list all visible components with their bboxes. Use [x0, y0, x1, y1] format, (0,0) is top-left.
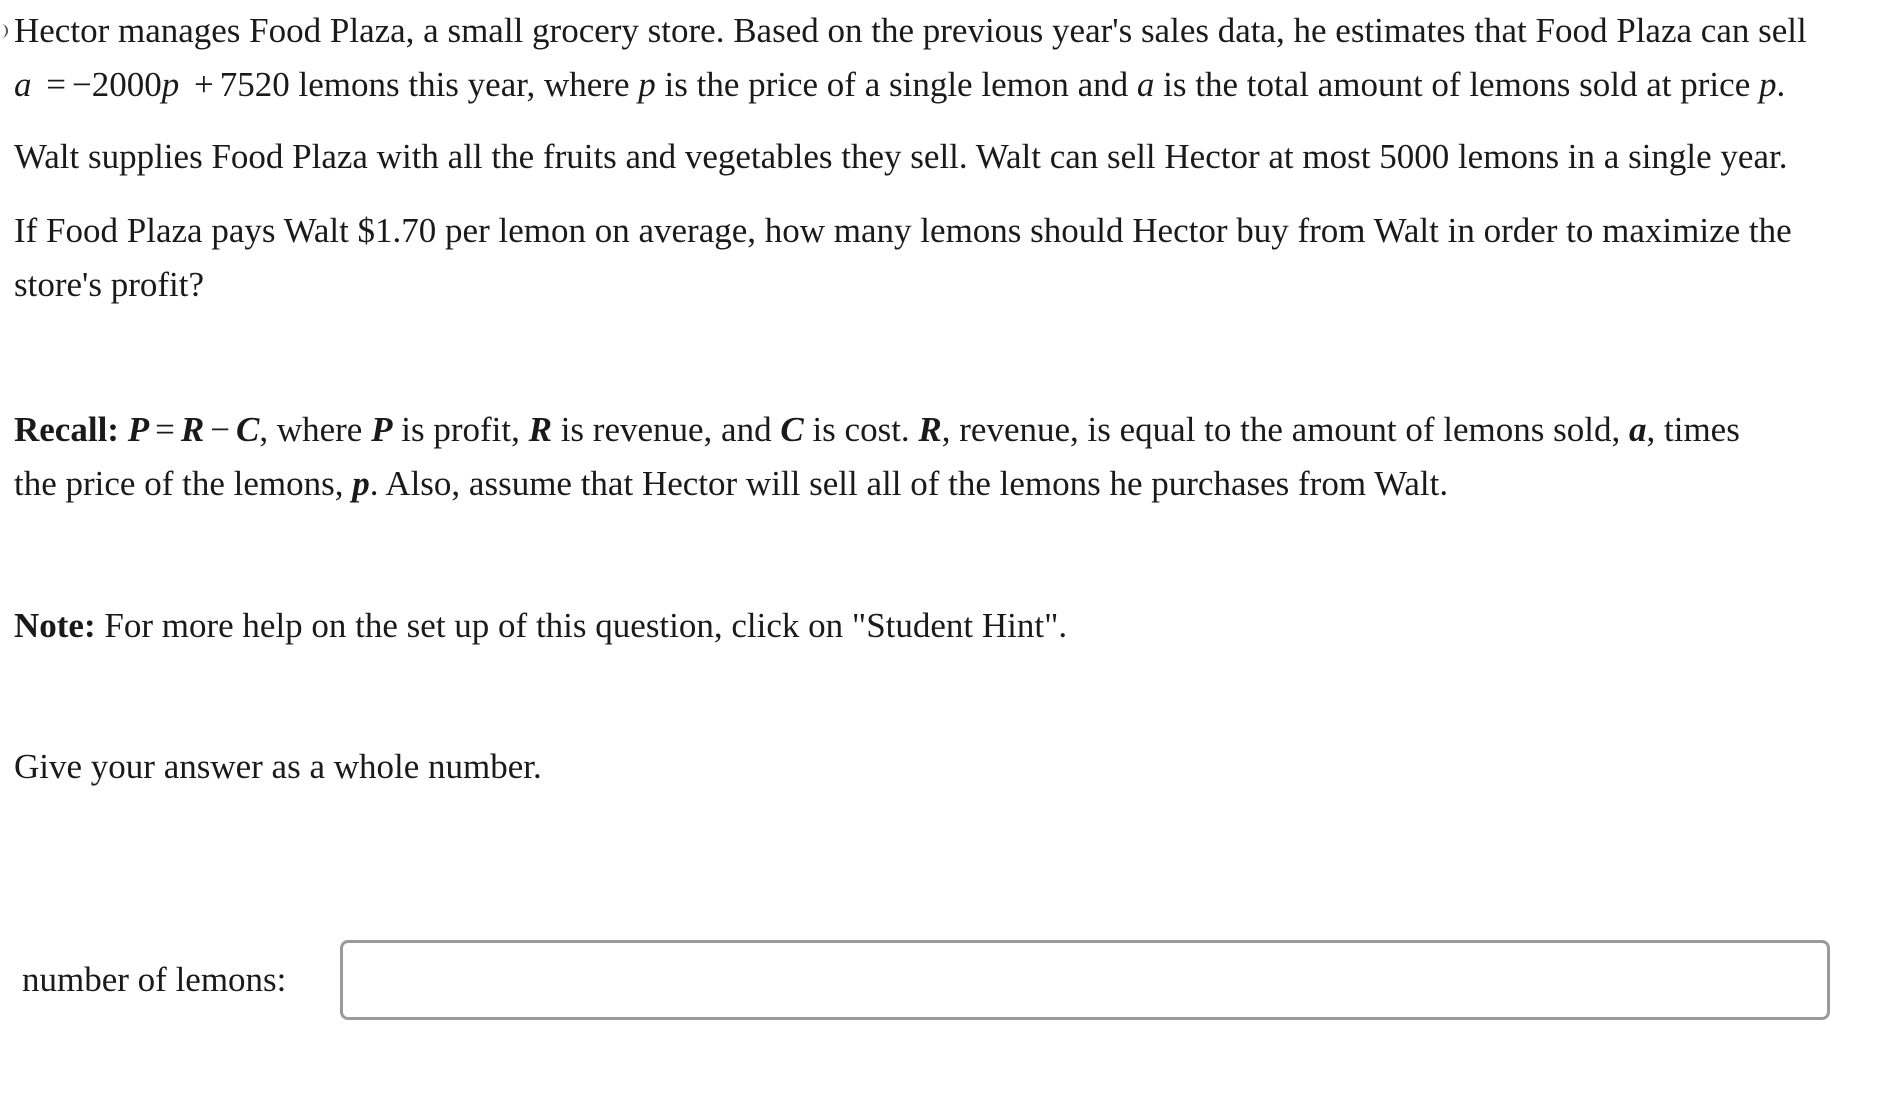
answer-instruction: Give your answer as a whole number.	[14, 747, 542, 786]
problem-paragraph-1	[14, 4, 1807, 112]
text-run: lemons this year, where	[298, 65, 630, 104]
math-num: 7520	[219, 65, 290, 104]
math-op: +	[194, 65, 214, 104]
problem-line	[14, 457, 1740, 511]
math-num: −2000	[72, 65, 162, 104]
text-run: , revenue, is equal to the amount of lemons sold,	[941, 410, 1621, 449]
text-run: , times	[1646, 410, 1740, 449]
problem-line	[14, 403, 1740, 457]
problem-line: store's profit?	[14, 265, 205, 304]
number-of-lemons-input[interactable]	[340, 940, 1830, 1020]
problem-line: If Food Plaza pays Walt $1.70 per lemon on average, how many lemons should Hector buy from Walt in order to maximize the	[14, 211, 1792, 250]
problem-line: Hector manages Food Plaza, a small grocery store. Based on the previous year's sales data, he estimates that Food Plaza can sell	[14, 11, 1807, 50]
text-run: , where	[259, 410, 363, 449]
answer-label: number of lemons:	[22, 960, 287, 999]
math-var: a	[14, 65, 32, 104]
text-run: the price of the lemons,	[14, 464, 344, 503]
math-var: p	[352, 464, 370, 503]
text-run: is the total amount of lemons sold at price	[1163, 65, 1751, 104]
math-var: C	[235, 410, 260, 449]
recall-label: Recall:	[14, 410, 119, 449]
problem-line	[14, 58, 1807, 112]
math-var: a	[1136, 65, 1155, 104]
note-text: For more help on the set up of this question, click on "Student Hint".	[104, 606, 1068, 645]
math-op: −	[210, 410, 230, 449]
math-var: p	[161, 65, 180, 104]
answer-row	[22, 940, 1842, 1024]
math-var: p	[638, 65, 656, 104]
recall-paragraph	[14, 403, 1740, 511]
math-var: P	[127, 410, 150, 449]
math-var: R	[528, 410, 552, 449]
left-edge-marker	[0, 24, 8, 38]
math-var: C	[780, 410, 804, 449]
math-op: =	[46, 65, 66, 104]
note-label: Note:	[14, 606, 96, 645]
math-var: p	[1758, 65, 1777, 104]
math-op: =	[155, 410, 175, 449]
text-run: is revenue, and	[560, 410, 772, 449]
text-run: .	[1776, 65, 1786, 104]
math-var: P	[371, 410, 393, 449]
problem-paragraph-3	[14, 204, 1792, 312]
math-var: R	[918, 410, 942, 449]
text-run: is profit,	[401, 410, 520, 449]
text-run: is the price of a single lemon and	[664, 65, 1129, 104]
text-run: . Also, assume that Hector will sell all of the lemons he purchases from Walt.	[369, 464, 1449, 503]
problem-paragraph-2: Walt supplies Food Plaza with all the fruits and vegetables they sell. Walt can sell Hector at most 5000 lemons in a single year.	[14, 137, 1788, 176]
text-run: is cost.	[812, 410, 910, 449]
note-paragraph	[14, 599, 1067, 653]
math-var: a	[1629, 410, 1647, 449]
math-var: R	[180, 410, 205, 449]
